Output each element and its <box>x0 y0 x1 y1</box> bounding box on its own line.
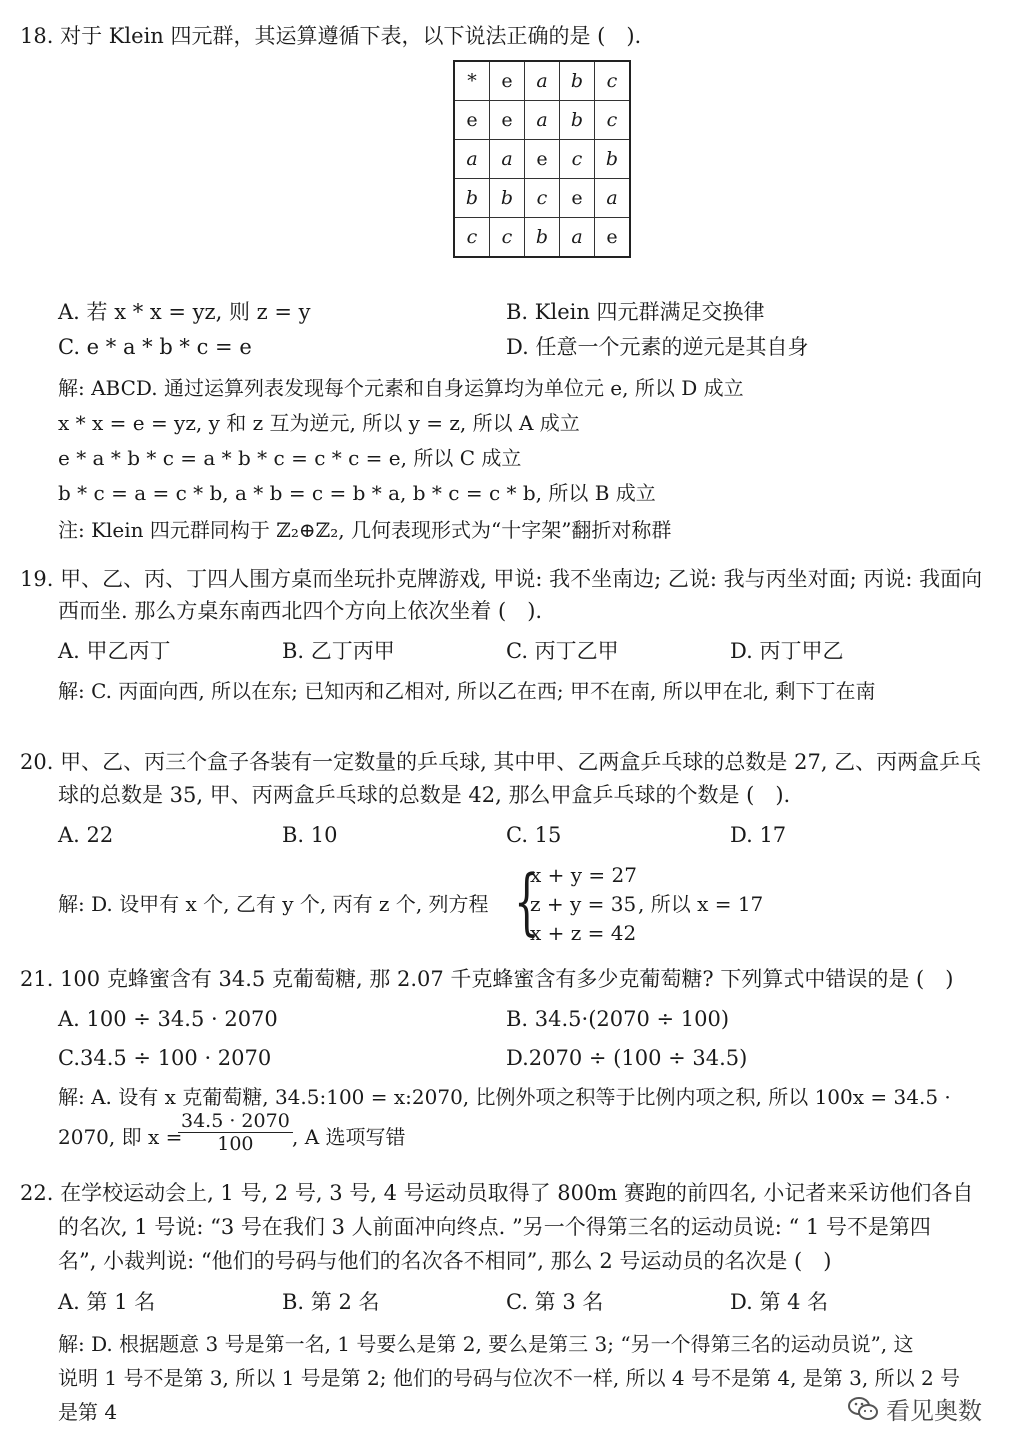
table-cell: a <box>525 61 560 101</box>
table-cell: e <box>560 179 595 218</box>
q20-equation-1: x + y = 27 <box>530 863 637 887</box>
fraction-numerator: 34.5 · 2070 <box>178 1110 293 1133</box>
q22-option-b: B. 第 2 名 <box>282 1290 380 1314</box>
table-cell: b <box>595 140 631 179</box>
table-cell: e <box>490 61 525 101</box>
table-cell: b <box>560 61 595 101</box>
q21-fraction <box>178 1110 293 1155</box>
table-cell: a <box>525 101 560 140</box>
q18-option-d: D. 任意一个元素的逆元是其自身 <box>506 335 809 359</box>
q18-option-c: C. e * a * b * c = e <box>58 335 252 359</box>
q18-solution-line-4: b * c = a = c * b, a * b = c = b * a, b * c = c * b, 所以 B 成立 <box>58 481 656 505</box>
q21-stem: 21. 100 克蜂蜜含有 34.5 克葡萄糖, 那 2.07 千克蜂蜜含有多少克葡萄糖? 下列算式中错误的是 ( ) <box>20 967 954 991</box>
table-row <box>454 101 630 140</box>
q19-solution: 解: C. 丙面向西, 所以在东; 已知丙和乙相对, 所以乙在西; 甲不在南, 所以甲在北, 剩下丁在南 <box>58 679 876 703</box>
q22-stem-line-2: 的名次, 1 号说: “3 号在我们 3 人前面冲向终点. ”另一个得第三名的运动员说: “ 1 号不是第四 <box>58 1215 931 1239</box>
q21-option-c: C.34.5 ÷ 100 · 2070 <box>58 1046 272 1070</box>
q20-equation-2: z + y = 35 <box>530 892 637 916</box>
q22-stem-line-3: 名”, 小裁判说: “他们的号码与他们的名次各不相同”, 那么 2 号运动员的名次是 ( ) <box>58 1249 832 1273</box>
wechat-icon <box>848 1396 878 1422</box>
q18-note: 注: Klein 四元群同构于 ℤ₂⊕ℤ₂, 几何表现形式为“十字架”翻折对称群 <box>58 518 672 542</box>
table-cell: c <box>525 179 560 218</box>
q19-option-c: C. 丙丁乙甲 <box>506 639 619 663</box>
table-cell: a <box>595 179 631 218</box>
q21-solution-line-2-prefix: 2070, 即 x = <box>58 1125 183 1149</box>
q22-solution-line-2: 说明 1 号不是第 3, 所以 1 号是第 2; 他们的号码与位次不一样, 所以 4 号不是第 4, 是第 3, 所以 2 号 <box>58 1366 961 1390</box>
q21-option-a: A. 100 ÷ 34.5 · 2070 <box>58 1007 278 1031</box>
table-row <box>454 140 630 179</box>
q19-option-a: A. 甲乙丙丁 <box>58 639 171 663</box>
q21-option-d: D.2070 ÷ (100 ÷ 34.5) <box>506 1046 748 1070</box>
q21-option-b: B. 34.5·(2070 ÷ 100) <box>506 1007 730 1031</box>
fraction-denominator: 100 <box>217 1133 254 1155</box>
q18-option-a: A. 若 x * x = yz, 则 z = y <box>58 300 311 324</box>
table-cell: e <box>525 140 560 179</box>
q18-solution-line-3: e * a * b * c = a * b * c = c * c = e, 所以 C 成立 <box>58 446 522 470</box>
q19-option-d: D. 丙丁甲乙 <box>730 639 844 663</box>
q18-option-b: B. Klein 四元群满足交换律 <box>506 300 765 324</box>
q20-equation-3: x + z = 42 <box>530 921 637 945</box>
watermark <box>848 1391 982 1426</box>
q19-stem-line-2: 西而坐. 那么方桌东南西北四个方向上依次坐着 ( ). <box>58 599 543 623</box>
q22-option-a: A. 第 1 名 <box>58 1290 156 1314</box>
q22-option-d: D. 第 4 名 <box>730 1290 829 1314</box>
equation-brace: { <box>514 859 540 943</box>
q20-option-c: C. 15 <box>506 823 562 847</box>
q21-solution-line-2-suffix: , A 选项写错 <box>292 1125 406 1149</box>
q22-solution-line-3: 是第 4 <box>58 1400 118 1424</box>
table-cell: * <box>454 61 490 101</box>
table-cell: a <box>454 140 490 179</box>
table-cell: e <box>454 101 490 140</box>
table-cell: a <box>490 140 525 179</box>
q22-stem-line-1: 22. 在学校运动会上, 1 号, 2 号, 3 号, 4 号运动员取得了 800m 赛跑的前四名, 小记者来采访他们各自 <box>20 1181 974 1205</box>
table-cell: c <box>595 101 631 140</box>
q22-option-c: C. 第 3 名 <box>506 1290 604 1314</box>
q20-option-d: D. 17 <box>730 823 787 847</box>
table-cell: b <box>560 101 595 140</box>
watermark-text: 看见奥数 <box>886 1397 982 1425</box>
q21-solution-line-1: 解: A. 设有 x 克葡萄糖, 34.5:100 = x:2070, 比例外项之积等于比例内项之积, 所以 100x = 34.5 · <box>58 1085 951 1109</box>
table-cell: c <box>490 218 525 258</box>
q20-option-b: B. 10 <box>282 823 338 847</box>
klein-cayley-table <box>453 60 631 258</box>
table-cell: e <box>490 101 525 140</box>
q20-solution-suffix: , 所以 x = 17 <box>638 892 764 916</box>
q22-solution-line-1: 解: D. 根据题意 3 号是第一名, 1 号要么是第 2, 要么是第三 3; “另一个得第三名的运动员说”, 这 <box>58 1332 914 1356</box>
table-cell: c <box>454 218 490 258</box>
table-cell: b <box>454 179 490 218</box>
q20-stem-line-1: 20. 甲、乙、丙三个盒子各装有一定数量的乒乓球, 其中甲、乙两盒乒乓球的总数是 27, 乙、丙两盒乒乓 <box>20 750 982 774</box>
q20-stem-line-2: 球的总数是 35, 甲、丙两盒乒乓球的总数是 42, 那么甲盒乒乓球的个数是 ( ). <box>58 783 791 807</box>
table-cell: e <box>595 218 631 258</box>
table-cell: c <box>595 61 631 101</box>
table-cell: b <box>490 179 525 218</box>
q18-solution-line-1: 解: ABCD. 通过运算列表发现每个元素和自身运算均为单位元 e, 所以 D 成立 <box>58 376 744 400</box>
q19-option-b: B. 乙丁丙甲 <box>282 639 395 663</box>
table-row <box>454 61 630 101</box>
table-cell: c <box>560 140 595 179</box>
q18-stem: 18. 对于 Klein 四元群，其运算遵循下表，以下说法正确的是 ( ). <box>20 24 642 48</box>
q20-solution-prefix: 解: D. 设甲有 x 个, 乙有 y 个, 丙有 z 个, 列方程 <box>58 892 489 916</box>
q20-option-a: A. 22 <box>58 823 114 847</box>
table-row <box>454 218 630 258</box>
table-row <box>454 179 630 218</box>
table-cell: b <box>525 218 560 258</box>
q19-stem-line-1: 19. 甲、乙、丙、丁四人围方桌而坐玩扑克牌游戏, 甲说: 我不坐南边; 乙说: 我与丙坐对面; 丙说: 我面向 <box>20 567 983 591</box>
table-cell: a <box>560 218 595 258</box>
q18-solution-line-2: x * x = e = yz, y 和 z 互为逆元, 所以 y = z, 所以 A 成立 <box>58 411 580 435</box>
